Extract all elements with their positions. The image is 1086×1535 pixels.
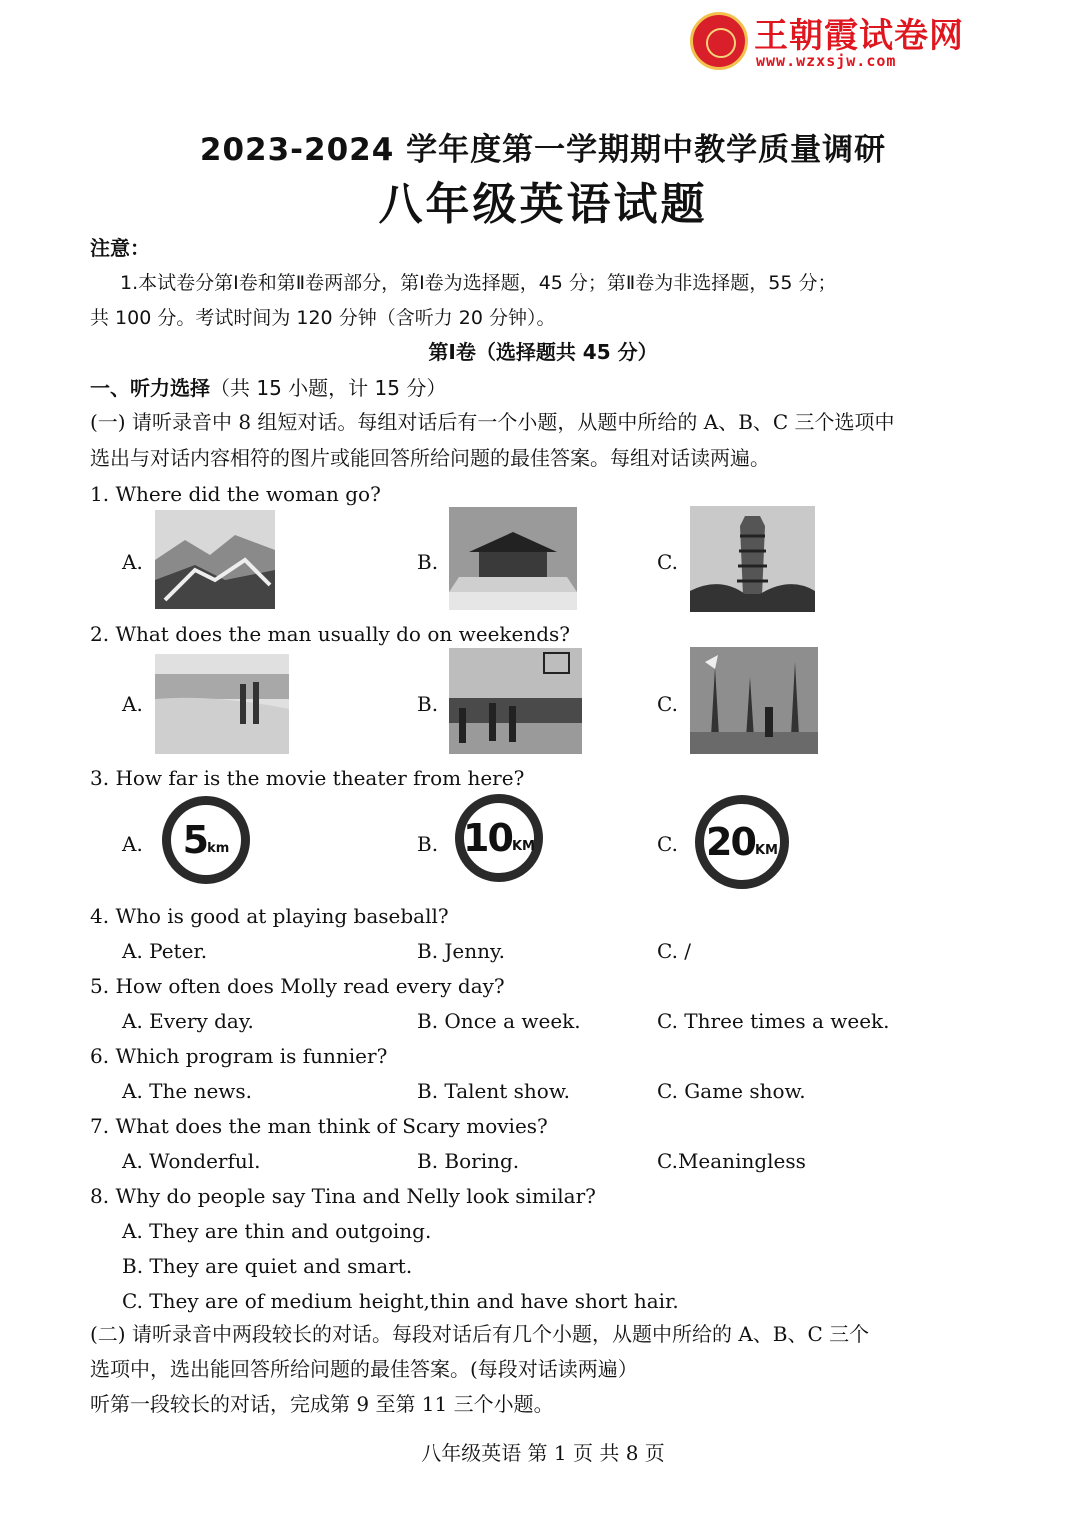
q8-option-c: C. They are of medium height,thin and have short hair.: [122, 1289, 679, 1313]
sign-5-number: 5: [182, 818, 208, 862]
q1-option-b-label: B.: [417, 550, 439, 574]
logo-name: 王朝霞试卷网: [754, 16, 964, 56]
part1-instruction-2: 选出与对话内容相符的图片或能回答所给问题的最佳答案。每组对话读两遍。: [90, 446, 770, 470]
q2-option-b-label: B.: [417, 692, 439, 716]
question-4-stem: 4. Who is good at playing baseball?: [90, 904, 449, 928]
pagoda-photo: [690, 506, 815, 612]
q8-option-b: B. They are quiet and smart.: [122, 1254, 413, 1278]
notice-line-2: 共 100 分。考试时间为 120 分钟（含听力 20 分钟）。: [90, 307, 556, 329]
sign-5-unit: km: [207, 840, 230, 856]
q7-option-c: C.Meaningless: [657, 1149, 806, 1173]
forbidden-city-photo: [449, 507, 577, 610]
notice-label: 注意：: [90, 236, 150, 260]
q6-option-c: C. Game show.: [657, 1079, 806, 1103]
question-2-stem: 2. What does the man usually do on weekends?: [90, 622, 571, 646]
sign-10-unit: KM: [511, 838, 535, 854]
logo-url: www.wzxsjw.com: [756, 52, 897, 70]
question-1-stem: 1. Where did the woman go?: [90, 482, 381, 506]
q5-option-c: C. Three times a week.: [657, 1009, 890, 1033]
q1-option-a-label: A.: [122, 550, 143, 574]
q6-option-b: B. Talent show.: [417, 1079, 570, 1103]
q3-option-a-label: A.: [122, 832, 143, 856]
q4-option-a: A. Peter.: [122, 939, 208, 963]
logo-seal-icon: [690, 12, 748, 70]
sign-10-number: 10: [463, 816, 512, 860]
q6-option-a: A. The news.: [122, 1079, 253, 1103]
part2-instruction-1: (二) 请听录音中两段较长的对话。每段对话后有几个小题，从题中所给的 A、B、C 三个: [90, 1322, 870, 1346]
section-title: 一、听力选择: [90, 376, 210, 400]
kite-flying-photo: [690, 647, 818, 754]
exam-title: 2023-2024 学年度第一学期期中教学质量调研: [199, 132, 887, 168]
q7-option-a: A. Wonderful.: [122, 1149, 261, 1173]
distance-sign-20km: [695, 795, 789, 889]
question-5-stem: 5. How often does Molly read every day?: [90, 974, 505, 998]
section-note: （共 15 小题，计 15 分）: [210, 376, 447, 400]
volume-heading: 第Ⅰ卷（选择题共 45 分）: [428, 340, 658, 364]
page-footer: 八年级英语 第 1 页 共 8 页: [421, 1441, 665, 1465]
q3-option-b-label: B.: [417, 832, 439, 856]
part2-instruction-2: 选项中，选出能回答所给问题的最佳答案。(每段对话读两遍）: [90, 1357, 638, 1381]
part1-instruction-1: (一) 请听录音中 8 组短对话。每组对话后有一个小题，从题中所给的 A、B、C 三个选项中: [90, 410, 895, 434]
q8-option-a: A. They are thin and outgoing.: [122, 1219, 432, 1243]
question-8-stem: 8. Why do people say Tina and Nelly look similar?: [90, 1184, 596, 1208]
q5-option-a: A. Every day.: [122, 1009, 254, 1033]
great-wall-photo: [155, 510, 275, 609]
notice-line-1: 1.本试卷分第Ⅰ卷和第Ⅱ卷两部分，第Ⅰ卷为选择题，45 分；第Ⅱ卷为非选择题，55 分；: [120, 272, 837, 294]
question-3-stem: 3. How far is the movie theater from here?: [90, 766, 525, 790]
q5-option-b: B. Once a week.: [417, 1009, 581, 1033]
question-7-stem: 7. What does the man think of Scary movies?: [90, 1114, 548, 1138]
q4-option-b: B. Jenny.: [417, 939, 506, 963]
q2-option-a-label: A.: [122, 692, 143, 716]
beach-walk-photo: [155, 654, 289, 754]
q4-option-c: C. /: [657, 939, 692, 963]
question-6-stem: 6. Which program is funnier?: [90, 1044, 388, 1068]
sign-20-unit: KM: [754, 842, 778, 858]
q1-option-c-label: C.: [657, 550, 678, 574]
section-heading: [90, 376, 446, 400]
exam-subtitle: 八年级英语试题: [378, 179, 708, 230]
part2-instruction-3: 听第一段较长的对话，完成第 9 至第 11 三个小题。: [90, 1392, 554, 1416]
site-logo: [690, 10, 1002, 72]
sign-20-number: 20: [706, 820, 755, 864]
distance-sign-5km: [162, 796, 250, 884]
basketball-photo: [449, 648, 582, 754]
q3-option-c-label: C.: [657, 832, 678, 856]
q7-option-b: B. Boring.: [417, 1149, 520, 1173]
distance-sign-10km: [455, 794, 543, 882]
q2-option-c-label: C.: [657, 692, 678, 716]
